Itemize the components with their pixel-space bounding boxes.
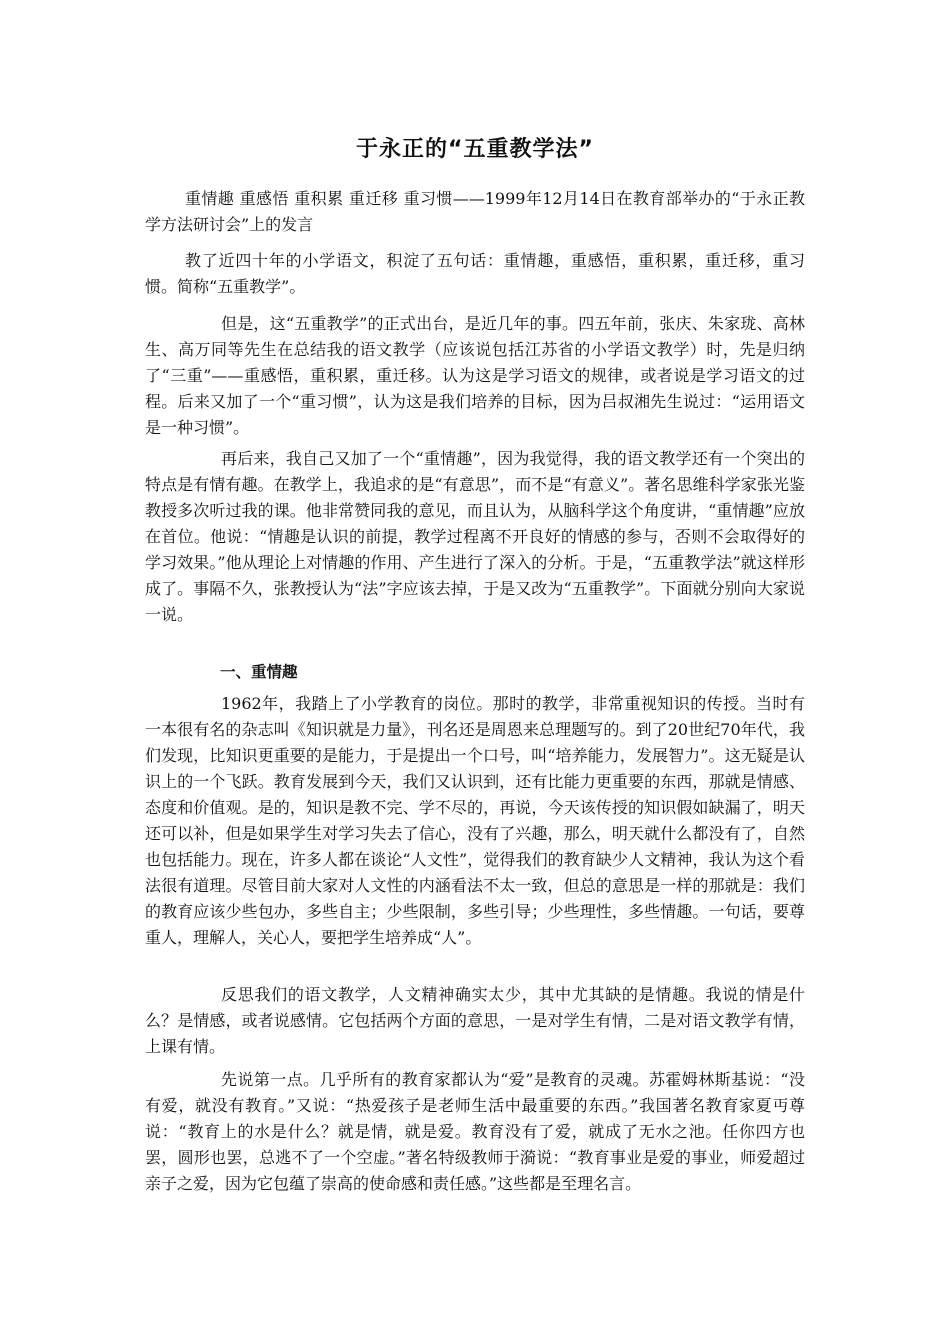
body-paragraph: 但是，这“五重教学”的正式出台，是近几年的事。四五年前，张庆、朱家珑、高林生、高万同等先生在总结我的语文教学（应该说包括江苏省的小学语文教学）时，先是归纳了“三重”——重感悟，重积累，重迁移。认为这是学习语文的规律，或者说是学习语文的过程。后来又加了一个“重习惯”，认为这是我们培养的目标，因为吕叔湘先生说过：“运用语文是一种习惯”。 <box>145 314 805 437</box>
body-paragraph: 反思我们的语文教学，人文精神确实太少，其中尤其缺的是情趣。我说的情是什么？是情感，或者说感情。它包括两个方面的意思，一是对学生有情，二是对语文教学有情，上课有情。 <box>145 985 805 1056</box>
intro-paragraph: 教了近四十年的小学语文，积淀了五句话：重情趣，重感悟，重积累，重迁移，重习惯。简称“五重教学”。 <box>145 251 805 296</box>
body-paragraph: 1962年，我踏上了小学教育的岗位。那时的教学，非常重视知识的传授。当时有一本很有名的杂志叫《知识就是力量》，刊名还是周恩来总理题写的。到了20世纪70年代，我们发现，比知识更重要的是能力，于是提出一个口号，叫“培养能力，发展智力”。这无疑是认识上的一个飞跃。教育发展到今天，我们又认识到，还有比能力更重要的东西，那就是情感、态度和价值观。是的，知识是教不完、学不尽的，再说，今天该传授的知识假如缺漏了，明天还可以补，但是如果学生对学习失去了信心，没有了兴趣，那么，明天就什么都没有了，自然也包括能力。现在，许多人都在谈论“人文性”，觉得我们的教育缺少人文精神，我认为这个看法很有道理。尽管目前大家对人文性的内涵看法不太一致，但总的意思是一样的那就是：我们的教育应该少些包办，多些自主；少些限制，多些引导；少些理性，多些情趣。一句话，要尊重人，理解人，关心人，要把学生培养成“人”。 <box>145 694 805 947</box>
document-title: 于永正的“五重教学法” <box>356 137 594 162</box>
section-heading: 一、重情趣 <box>220 663 298 681</box>
subtitle-paragraph: 重情趣 重感悟 重积累 重迁移 重习惯——1999年12月14日在教育部举办的“于永正教学方法研讨会”上的发言 <box>145 189 805 234</box>
body-paragraph: 再后来，我自己又加了一个“重情趣”，因为我觉得，我的语文教学还有一个突出的特点是有情有趣。在教学上，我追求的是“有意思”，而不是“有意义”。著名思维科学家张光鉴教授多次听过我的课。他非常赞同我的意见，而且认为，从脑科学这个角度讲，“重情趣”应放在首位。他说：“情趣是认识的前提，教学过程离不开良好的情感的参与，否则不会取得好的学习效果。”他从理论上对情趣的作用、产生进行了深入的分析。于是，“五重教学法”就这样形成了。事隔不久，张教授认为“法”字应该去掉，于是又改为“五重教学”。下面就分别向大家说一说。 <box>145 449 805 624</box>
body-paragraph: 先说第一点。几乎所有的教育家都认为“爱”是教育的灵魂。苏霍姆林斯基说：“没有爱，就没有教育。”又说：“热爱孩子是老师生活中最重要的东西。”我国著名教育家夏丏尊说：“教育上的水是什么？就是情，就是爱。教育没有了爱，就成了无水之池。任你四方也罢，圆形也罢，总逃不了一个空虚。”著名特级教师于漪说：“教育事业是爱的事业，师爱超过亲子之爱，因为它包蕴了崇高的使命感和责任感。”这些都是至理名言。 <box>145 1070 805 1193</box>
